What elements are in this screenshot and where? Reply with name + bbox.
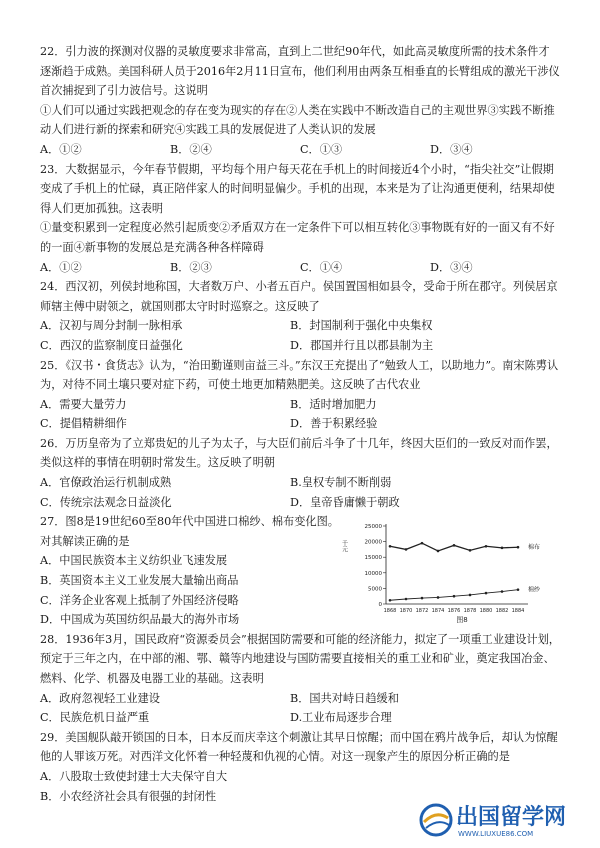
question-stem: 24．西汉初，列侯封地称国，大者数万户、小者五百户。侯国置国相如县令，受命于所在郡守。列侯居京师辖主傅中尉领之，就国则郡太守时时巡察之。这反映了: [40, 280, 558, 313]
question-stem: 25．《汉书・食货志》认为，“治田勤谨则亩益三斗。”东汉王充提出了“勉致人工，以助地力”。南宋陈旉认为，对待不同土壤只要对症下药，可使土地更加精熟肥美。这反映了古代农业: [40, 358, 559, 392]
option-d: D．善于积累经验: [290, 417, 378, 431]
y-tick-label: 25000: [364, 524, 382, 531]
option-c: C．西汉的监察制度日益强化: [40, 338, 183, 352]
options-row: [40, 395, 560, 415]
x-tick-label: 1876: [447, 608, 461, 615]
y-tick-label: 15000: [364, 555, 382, 562]
data-point: [517, 589, 520, 592]
x-tick-label: 1884: [511, 608, 525, 615]
options-row: [40, 414, 560, 434]
option-a: A．中国民族资本主义纺织业飞速发展: [40, 554, 228, 568]
option-b: B．封国制利于强化中央集权: [290, 319, 433, 333]
option-c: C．传统宗法观念日益淡化: [40, 495, 172, 509]
option-d: D.工业布局逐步合理: [290, 711, 392, 725]
x-tick-label: 1868: [383, 608, 397, 615]
data-point: [501, 590, 504, 593]
question-stem: 27．图8是19世纪60至80年代中国进口棉纱、棉布变化图。对其解读正确的是: [40, 515, 339, 548]
question-stem: 29．美国舰队敲开锁国的日本，日本反而庆幸这个刺激让其早日惊醒；而中国在鸦片战争后，却认为惊醒他的人罪该万死。对西洋文化怀着一种轻蔑和仇视的心情。对这一现象产生的原因分析正确的是: [40, 730, 558, 764]
option-b: B．英国资本主义工业发展大量输出商品: [40, 574, 239, 588]
x-tick-label: 1874: [431, 608, 445, 615]
option-c: C．洋务企业客观上抵制了外国经济侵略: [40, 593, 239, 607]
data-point: [469, 594, 472, 597]
option-b: B．适时增加肥力: [290, 397, 377, 411]
option-a: A．政府忽视轻工业建设: [40, 691, 160, 705]
site-watermark: [416, 800, 586, 840]
option-b: B．②③: [170, 260, 212, 274]
data-point: [485, 545, 488, 548]
data-point: [437, 596, 440, 599]
question-24: [40, 277, 560, 355]
question-stem: 28．1936年3月，国民政府“资源委员会”根据国防需要和可能的经济能力，拟定了一项重工业建设计划，预定于三年之内，在中部的湘、鄂、赣等内地建设与国防需要直接相关的重工业和矿业，奠定我国冶金、燃料、化学、机器及电器工业的基础。这表明: [40, 632, 560, 685]
options-row: [40, 708, 560, 728]
option-a: A．官僚政治运行机制成熟: [40, 476, 172, 490]
option-b: B．小农经济社会具有很强的封闭性: [40, 789, 217, 803]
question-statements: ①人们可以通过实践把观念的存在变为现实的存在②人类在实践中不断改造自己的主观世界③实践不断推动人们进行新的探索和研究④实践工具的发展促进了人类认识的发展: [40, 103, 555, 137]
data-point: [517, 546, 520, 549]
question-28: [40, 630, 560, 728]
x-tick-label: 1872: [415, 608, 429, 615]
options-row: [40, 316, 560, 336]
watermark-text: 出国留学网: [456, 805, 567, 830]
option-d: D．③④: [430, 260, 473, 274]
options-row: [40, 689, 560, 709]
x-tick-label: 1870: [399, 608, 413, 615]
data-point: [389, 599, 392, 602]
data-point: [469, 549, 472, 552]
question-stem: 22．引力波的探测对仪器的灵敏度要求非常高，直到上二世纪90年代，如此高灵敏度所需的技术条件才逐渐趋于成熟。美国科研人员于2016年2月11日宣布，他们利用由两条互相垂直的长臂组成的激光干涉仪首次捕捉到了引力波信号。这说明: [40, 45, 560, 98]
option-d: D．中国成为英国纺织品最大的海外市场: [40, 613, 240, 627]
y-tick-label: 5000: [368, 586, 382, 593]
option-a: A．①②: [40, 142, 82, 156]
legend-label: 棉布: [528, 544, 541, 552]
option-a: A．需要大量劳力: [40, 397, 127, 411]
data-point: [389, 545, 392, 548]
option-a: A．八股取士致使封建士大夫保守自大: [40, 769, 228, 783]
options-row: [40, 336, 560, 356]
option-c: C．①④: [300, 260, 343, 274]
question-23: [40, 160, 560, 278]
y-axis-label: 千元: [340, 540, 348, 553]
option-a: A．①②: [40, 260, 82, 274]
y-tick-label: 0: [378, 602, 382, 609]
question-27: [40, 512, 560, 630]
data-point: [405, 548, 408, 551]
chart-caption: 图8: [456, 616, 468, 625]
y-tick-label: 20000: [364, 539, 382, 546]
options-row: [40, 493, 560, 513]
option-d: D．郡国并行且以郡县制为主: [290, 338, 434, 352]
x-tick-label: 1880: [479, 608, 493, 615]
question-26: [40, 434, 560, 512]
question-25: [40, 356, 560, 434]
option-b: B.皇权专制不断削弱: [290, 476, 392, 490]
option-d: D．③④: [430, 142, 473, 156]
options-row: [40, 140, 560, 160]
watermark-url: WWW.LIUXUE86.COM: [458, 830, 534, 838]
question-statements: ①量变积累到一定程度必然引起质变②矛盾双方在一定条件下可以相互转化③事物既有好的一面又有不好的一面④新事物的发展总是充满各种各样障碍: [40, 221, 555, 254]
data-point: [437, 550, 440, 553]
options-row: [40, 473, 560, 493]
data-point: [421, 542, 424, 545]
x-tick-label: 1878: [463, 608, 477, 615]
data-point: [421, 597, 424, 600]
import-chart: [340, 516, 560, 624]
option-a: A．汉初与周分封制一脉相承: [40, 319, 183, 333]
question-stem: 26．万历皇帝为了立郑贵妃的儿子为太子，与大臣们前后斗争了十几年，终因大臣们的一致反对而作罢，类似这样的事情在明朝时常发生。这反映了明朝: [40, 436, 558, 470]
option-c: C．民族危机日益严重: [40, 711, 150, 725]
option-c: C．①③: [300, 142, 343, 156]
question-29: [40, 728, 560, 806]
y-tick-label: 10000: [364, 571, 382, 578]
data-point: [405, 598, 408, 601]
option-b: B．国共对峙日趋缓和: [290, 691, 399, 705]
data-point: [453, 544, 456, 547]
legend-label: 棉纱: [528, 586, 541, 594]
option-b: B．②④: [170, 142, 212, 156]
globe-logo-icon: [421, 805, 451, 835]
exam-page: [40, 42, 560, 806]
x-tick-label: 1882: [495, 608, 509, 615]
option-d: D．皇帝昏庸懒于朝政: [290, 495, 400, 509]
data-point: [501, 547, 504, 550]
question-stem: 23．大数据显示，今年春节假期，平均每个用户每天花在手机上的时间接近4个小时，“指尖社交”让假期变成了手机上的忙碌，真正陪伴家人的时间明显偏少。手机的出现，本来是为了让沟通更便利，结果却使得人们更加孤独。这表明: [40, 162, 555, 215]
options-row: [40, 258, 560, 278]
option-c: C．提倡精耕细作: [40, 417, 127, 431]
data-point: [453, 595, 456, 598]
data-point: [485, 592, 488, 595]
question-22: [40, 42, 560, 160]
